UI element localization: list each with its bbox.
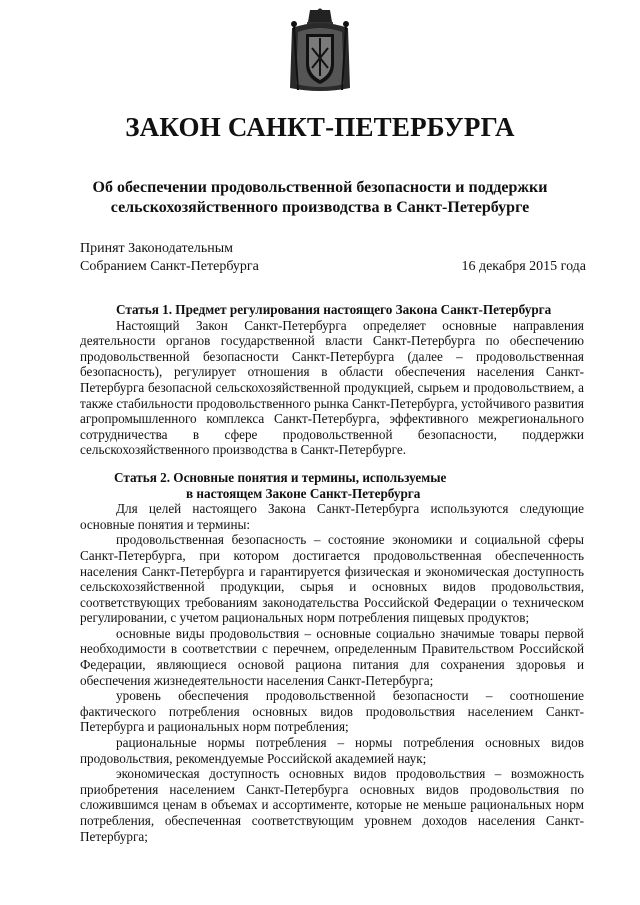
adoption-line-2: Собранием Санкт-Петербурга xyxy=(80,259,259,274)
adoption-date: 16 декабря 2015 года xyxy=(461,259,586,274)
law-body xyxy=(80,302,584,844)
article-2-paragraph: Для целей настоящего Закона Санкт-Петербурга используются следующие основные понятия и термины: xyxy=(80,501,584,532)
article-1-title: Статья 1. Предмет регулирования настоящего Закона Санкт-Петербурга xyxy=(116,302,552,317)
article-2-paragraph: уровень обеспечения продовольственной безопасности – соотношение фактического потребления основных видов продовольствия населением Санкт-Петербурга и рациональных норм потребления; xyxy=(80,688,584,735)
adoption-line-1: Принят Законодательным xyxy=(80,241,233,256)
article-2-title-line-1: Статья 2. Основные понятия и термины, используемые xyxy=(114,469,447,485)
law-subtitle: Об обеспечении продовольственной безопасности и поддержки сельскохозяйственного производства в Санкт-Петербурге xyxy=(92,179,548,216)
article-2-paragraph: продовольственная безопасность – состояние экономики и социальной сферы Санкт-Петербурга, при котором достигается продовольственная обеспеченность населения Санкт-Петербурга и гарантируется физическая и экономическая доступность сельскохозяйственной продукции, сырья и основных видов продовольствия, соответствующих требованиям законодательства Российской Федерации о техническом регулировании, с учетом рациональных норм потребления пищевых продуктов; xyxy=(80,532,584,626)
article-2-paragraph: рациональные нормы потребления – нормы потребления основных видов продовольствия, рекомендуемые Российской академией наук; xyxy=(80,735,584,766)
article-2-paragraph: основные виды продовольствия – основные социально значимые товары первой необходимости в соответствии с перечнем, определенным Правительством Российской Федерации, являющиеся основой рациона питания для сохранения здоровья и обеспечения жизнедеятельности населения Санкт-Петербурга; xyxy=(80,625,584,688)
article-2-title xyxy=(80,470,584,501)
article-1-text: Настоящий Закон Санкт-Петербурга определяет основные направления деятельности органов государственной власти Санкт-Петербурга по обеспечению продовольственной безопасности Санкт-Петербурга (далее – продовольственная безопасность), регулирует отношения в области обеспечения населения Санкт-Петербурга безопасной сельскохозяйственной продукцией, сырьем и продовольствием, а также стабильности продовольственного рынка Санкт-Петербурга, устойчивого развития агропромышленного комплекса Санкт-Петербурга, эффективного межрегионального сотрудничества в сфере продовольственной безопасности, поддержки сельскохозяйственного производства в Санкт-Петербурге. xyxy=(80,317,584,458)
article-2-paragraph: экономическая доступность основных видов продовольствия – возможность приобретения населением Санкт-Петербурга основных видов продовольствия по сложившимся ценам в объемах и ассортименте, которые не меньше рациональных норм потребления, обеспеченная соответствующим уровнем доходов населения Санкт-Петербурга; xyxy=(80,766,584,844)
adoption-block xyxy=(80,240,259,276)
law-title: ЗАКОН САНКТ-ПЕТЕРБУРГА xyxy=(125,112,515,142)
coat-of-arms-emblem xyxy=(288,8,352,94)
article-2-title-line-2: в настоящем Законе Санкт-Петербурга xyxy=(186,485,421,501)
